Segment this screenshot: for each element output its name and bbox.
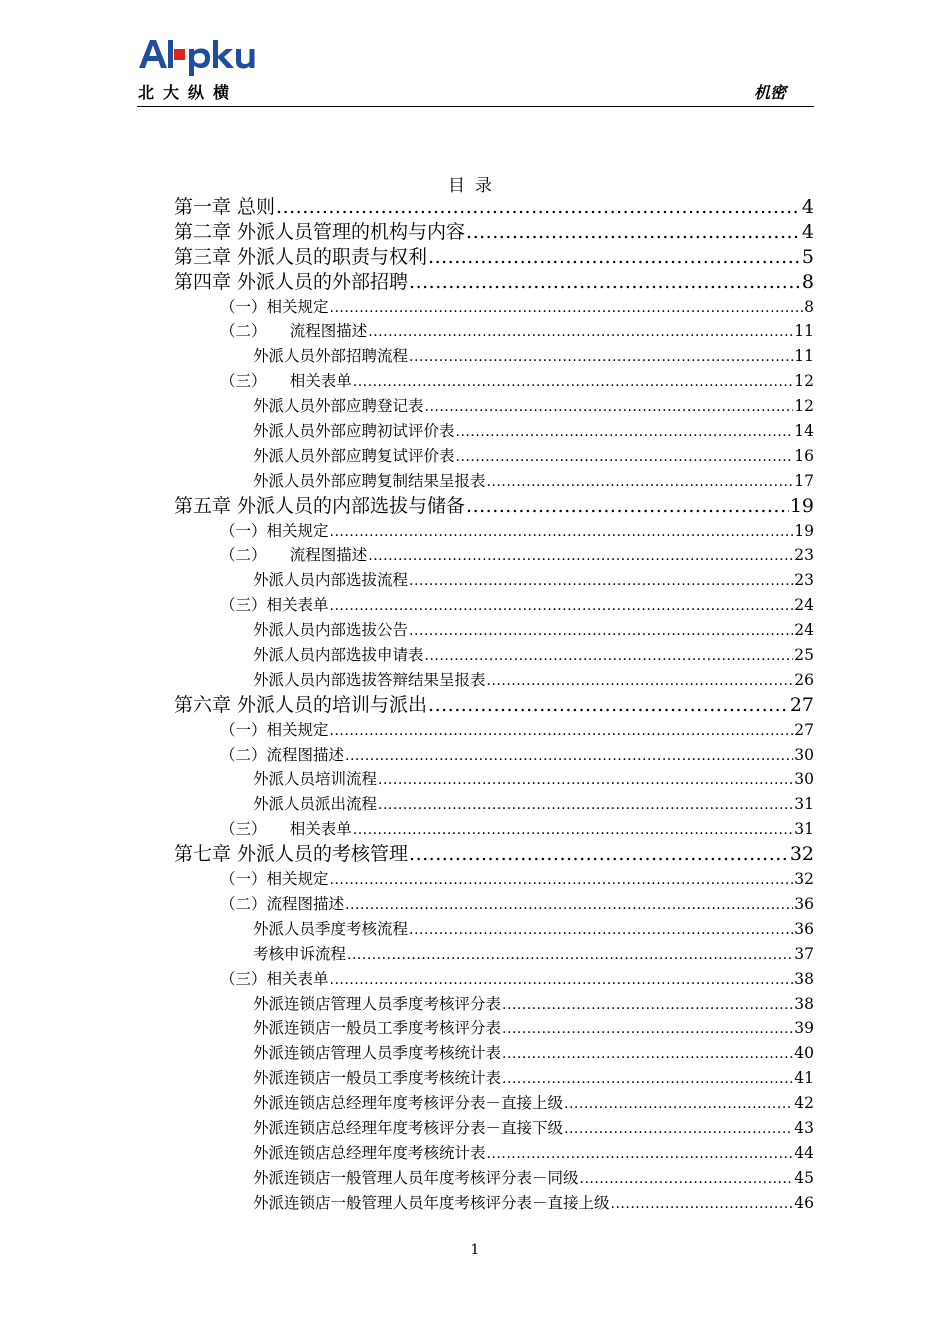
toc-leader-dots xyxy=(368,544,793,568)
toc-leader-dots xyxy=(466,220,801,245)
toc-leader-dots xyxy=(378,793,793,817)
toc-entry-label: 外派连锁店一般员工季度考核评分表 xyxy=(253,1019,502,1038)
toc-entry-label: 外派人员外部招聘流程 xyxy=(253,347,409,366)
toc-entry-label: （三）相关表单 xyxy=(220,596,329,615)
toc-leader-dots xyxy=(330,520,794,544)
toc-leader-dots xyxy=(330,968,794,992)
toc-leader-dots xyxy=(502,1017,793,1041)
toc-entry-page: 42 xyxy=(794,1094,814,1113)
toc-leader-dots xyxy=(345,744,793,768)
toc-entry[interactable] xyxy=(174,1066,814,1091)
toc-entry-page: 12 xyxy=(794,372,814,391)
toc-entry[interactable] xyxy=(174,1141,814,1166)
toc-leader-dots xyxy=(409,569,793,593)
toc-entry-page: 8 xyxy=(804,297,814,316)
toc-entry-page: 32 xyxy=(794,870,814,889)
toc-entry-label: 外派人员外部应聘复试评价表 xyxy=(253,446,455,465)
toc-entry-page: 23 xyxy=(794,546,814,565)
toc-leader-dots xyxy=(409,270,801,295)
toc-leader-dots xyxy=(378,768,793,792)
toc-entry[interactable] xyxy=(174,494,814,519)
toc-entry-label: 外派人员培训流程 xyxy=(253,770,378,789)
toc-entry[interactable] xyxy=(174,1116,814,1141)
toc-entry[interactable] xyxy=(174,419,814,444)
toc-title: 目录 xyxy=(448,176,502,196)
header-divider xyxy=(137,106,814,107)
toc-leader-dots xyxy=(409,619,793,643)
toc-leader-dots xyxy=(425,644,794,668)
toc-entry-page: 46 xyxy=(794,1193,814,1212)
toc-entry-page: 24 xyxy=(794,596,814,615)
toc-entry-label: （一）相关规定 xyxy=(220,521,329,540)
toc-entry[interactable] xyxy=(174,593,814,618)
toc-entry-label: 第一章 总则 xyxy=(174,196,276,218)
toc-entry-label: 外派连锁店总经理年度考核评分表－直接下级 xyxy=(253,1118,564,1137)
toc-entry-label: 外派连锁店总经理年度考核评分表－直接上级 xyxy=(253,1094,564,1113)
toc-entry-label: （二） 流程图描述 xyxy=(220,546,368,565)
toc-entry[interactable] xyxy=(174,743,814,768)
toc-entry-label: 第三章 外派人员的职责与权利 xyxy=(174,245,428,268)
toc-entry-page: 5 xyxy=(801,245,814,268)
toc-entry-label: 外派人员外部应聘复制结果呈报表 xyxy=(253,471,486,490)
toc-entry-page: 38 xyxy=(794,969,814,988)
toc-entry-page: 26 xyxy=(794,670,814,689)
toc-entry[interactable] xyxy=(174,394,814,419)
toc-entry-label: （三） 相关表单 xyxy=(220,372,352,391)
toc-entry-label: 考核申诉流程 xyxy=(253,944,347,963)
toc-entry-page: 4 xyxy=(801,196,814,218)
toc-leader-dots xyxy=(353,818,794,842)
toc-entry-page: 43 xyxy=(794,1118,814,1137)
toc-entry-label: 第七章 外派人员的考核管理 xyxy=(174,843,409,866)
toc-entry[interactable] xyxy=(174,1041,814,1066)
toc-entry-label: 第二章 外派人员管理的机构与内容 xyxy=(174,220,466,243)
toc-leader-dots xyxy=(502,1042,793,1066)
toc-entry[interactable] xyxy=(174,295,814,320)
toc-leader-dots xyxy=(611,1192,794,1216)
toc-entry-page: 11 xyxy=(794,322,814,341)
toc-entry[interactable] xyxy=(174,718,814,743)
toc-entry-label: （二） 流程图描述 xyxy=(220,322,368,341)
toc-entry[interactable] xyxy=(174,917,814,942)
toc-entry-label: （二）流程图描述 xyxy=(220,745,345,764)
toc-entry-label: 外派人员季度考核流程 xyxy=(253,919,409,938)
toc-entry-label: 外派人员外部应聘初试评价表 xyxy=(253,422,455,441)
page-number: 1 xyxy=(470,1242,480,1258)
toc-entry[interactable] xyxy=(174,270,814,295)
toc-entry-page: 37 xyxy=(794,944,814,963)
toc-entry-label: （一）相关规定 xyxy=(220,870,329,889)
toc-entry[interactable] xyxy=(174,792,814,817)
toc-entry-label: 外派人员内部选拔公告 xyxy=(253,621,409,640)
toc-leader-dots xyxy=(564,1117,793,1141)
toc-entry-page: 14 xyxy=(794,422,814,441)
toc-leader-dots xyxy=(456,445,794,469)
company-name: 北大纵横 xyxy=(138,83,239,102)
toc-leader-dots xyxy=(276,195,801,220)
toc-entry-page: 40 xyxy=(794,1044,814,1063)
toc-leader-dots xyxy=(425,395,794,419)
toc-entry-label: 外派人员外部应聘登记表 xyxy=(253,397,424,416)
toc-entry[interactable] xyxy=(174,1166,814,1191)
toc-entry-label: 外派连锁店一般管理人员年度考核评分表－同级 xyxy=(253,1168,579,1187)
toc-entry[interactable] xyxy=(174,817,814,842)
toc-entry[interactable] xyxy=(174,369,814,394)
toc-entry[interactable] xyxy=(174,618,814,643)
toc-entry[interactable] xyxy=(174,469,814,494)
toc-entry-page: 16 xyxy=(794,446,814,465)
toc-entry-page: 31 xyxy=(794,795,814,814)
toc-leader-dots xyxy=(487,470,794,494)
toc-leader-dots xyxy=(487,669,794,693)
toc-entry-label: 外派连锁店一般员工季度考核统计表 xyxy=(253,1069,502,1088)
classification-label: 机密 xyxy=(753,83,786,102)
toc-entry-label: （二）流程图描述 xyxy=(220,894,345,913)
toc-entry[interactable] xyxy=(174,444,814,469)
toc-leader-dots xyxy=(428,245,801,270)
toc-leader-dots xyxy=(502,1067,793,1091)
toc-entry-page: 12 xyxy=(794,397,814,416)
toc-entry-label: 外派人员内部选拔答辩结果呈报表 xyxy=(253,670,486,689)
toc-entry-page: 38 xyxy=(794,994,814,1013)
toc-entry[interactable] xyxy=(174,195,814,220)
toc-entry[interactable] xyxy=(174,220,814,245)
toc-entry-label: （一）相关规定 xyxy=(220,297,329,316)
table-of-contents xyxy=(174,195,814,1216)
toc-entry[interactable] xyxy=(174,842,814,867)
toc-leader-dots xyxy=(353,370,794,394)
toc-entry[interactable] xyxy=(174,668,814,693)
toc-entry-page: 41 xyxy=(794,1069,814,1088)
toc-entry-page: 25 xyxy=(794,646,814,665)
toc-entry-page: 39 xyxy=(794,1019,814,1038)
toc-entry-page: 19 xyxy=(789,494,814,517)
toc-entry[interactable] xyxy=(174,967,814,992)
toc-entry[interactable] xyxy=(174,992,814,1017)
toc-entry-label: （三）相关表单 xyxy=(220,969,329,988)
toc-entry-label: 第四章 外派人员的外部招聘 xyxy=(174,270,409,293)
page-header xyxy=(137,28,814,110)
toc-entry[interactable] xyxy=(174,767,814,792)
toc-entry-label: 外派连锁店管理人员季度考核评分表 xyxy=(253,994,502,1013)
toc-entry-page: 27 xyxy=(794,720,814,739)
toc-entry-label: 第五章 外派人员的内部选拔与储备 xyxy=(174,494,466,517)
toc-leader-dots xyxy=(564,1092,793,1116)
toc-entry-page: 45 xyxy=(794,1168,814,1187)
toc-entry[interactable] xyxy=(174,245,814,270)
toc-entry[interactable] xyxy=(174,543,814,568)
toc-entry-page: 30 xyxy=(794,745,814,764)
toc-entry[interactable] xyxy=(174,1091,814,1116)
toc-leader-dots xyxy=(347,943,793,967)
toc-entry-page: 24 xyxy=(794,621,814,640)
toc-leader-dots xyxy=(502,993,793,1017)
toc-entry-page: 32 xyxy=(789,843,814,866)
toc-leader-dots xyxy=(456,420,794,444)
toc-entry[interactable] xyxy=(174,867,814,892)
toc-entry-page: 44 xyxy=(794,1143,814,1162)
toc-entry[interactable] xyxy=(174,643,814,668)
toc-entry-page: 30 xyxy=(794,770,814,789)
toc-entry[interactable] xyxy=(174,319,814,344)
toc-leader-dots xyxy=(330,868,794,892)
toc-entry-label: 外派人员派出流程 xyxy=(253,795,378,814)
toc-entry[interactable] xyxy=(174,942,814,967)
toc-entry[interactable] xyxy=(174,568,814,593)
toc-leader-dots xyxy=(330,719,794,743)
toc-entry-page: 4 xyxy=(801,220,814,243)
toc-leader-dots xyxy=(330,296,804,320)
toc-leader-dots xyxy=(409,918,793,942)
toc-entry-page: 27 xyxy=(789,693,814,716)
toc-entry[interactable] xyxy=(174,519,814,544)
toc-entry-page: 17 xyxy=(794,471,814,490)
toc-entry[interactable] xyxy=(174,1016,814,1041)
toc-leader-dots xyxy=(330,594,794,618)
toc-leader-dots xyxy=(487,1142,794,1166)
toc-entry-label: 外派连锁店管理人员季度考核统计表 xyxy=(253,1044,502,1063)
toc-entry-label: 外派人员内部选拔申请表 xyxy=(253,646,424,665)
toc-entry-page: 36 xyxy=(794,894,814,913)
toc-entry-label: 外派人员内部选拔流程 xyxy=(253,571,409,590)
toc-leader-dots xyxy=(580,1167,794,1191)
toc-entry[interactable] xyxy=(174,1191,814,1216)
toc-leader-dots xyxy=(368,320,793,344)
toc-entry-page: 23 xyxy=(794,571,814,590)
toc-leader-dots xyxy=(428,693,789,718)
alpku-logo xyxy=(137,36,272,76)
toc-leader-dots xyxy=(466,494,789,519)
toc-entry-label: 第六章 外派人员的培训与派出 xyxy=(174,693,428,716)
toc-leader-dots xyxy=(409,345,793,369)
toc-entry-page: 8 xyxy=(801,270,814,293)
toc-leader-dots xyxy=(345,893,793,917)
toc-leader-dots xyxy=(409,842,789,867)
toc-entry-label: （一）相关规定 xyxy=(220,720,329,739)
toc-entry-page: 11 xyxy=(794,347,814,366)
toc-entry[interactable] xyxy=(174,344,814,369)
toc-entry-label: 外派连锁店一般管理人员年度考核评分表－直接上级 xyxy=(253,1193,610,1212)
toc-entry-label: 外派连锁店总经理年度考核统计表 xyxy=(253,1143,486,1162)
toc-entry-page: 19 xyxy=(794,521,814,540)
toc-entry[interactable] xyxy=(174,693,814,718)
toc-entry-page: 31 xyxy=(794,820,814,839)
toc-entry[interactable] xyxy=(174,892,814,917)
toc-entry-label: （三） 相关表单 xyxy=(220,820,352,839)
toc-entry-page: 36 xyxy=(794,919,814,938)
